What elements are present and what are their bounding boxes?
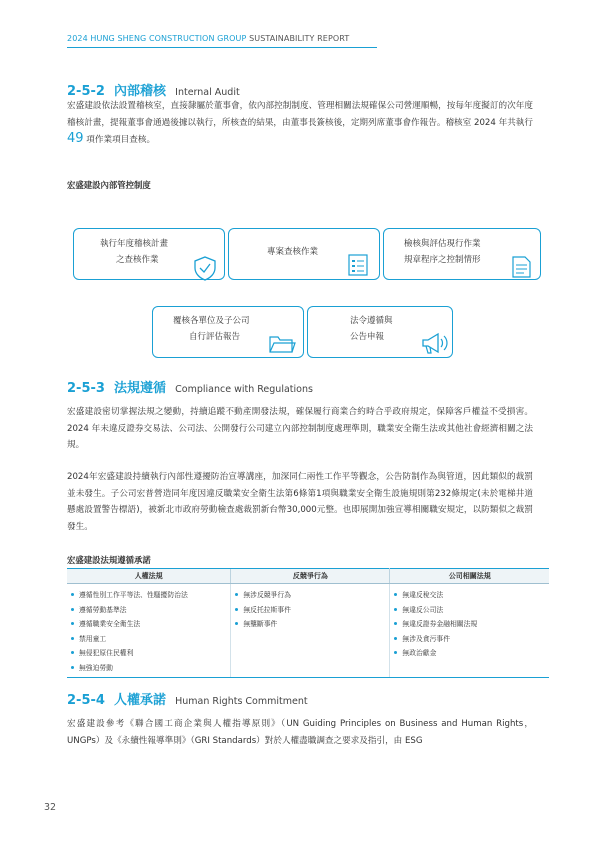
list-item: 遵循勞動基準法 [71, 603, 226, 618]
section-heading-compliance [67, 377, 313, 396]
box-control-review: 檢核與評估現行作業 規章程序之控制情形 [383, 228, 541, 280]
table-header-anti-competition: 反競爭行為 [231, 569, 390, 584]
list-item: 遵循職業安全衛生法 [71, 617, 226, 632]
table-header-human-rights: 人權法規 [67, 569, 231, 584]
internal-control-subtitle: 宏盛建設內部管控制度 [67, 180, 151, 190]
box-project-audit: 專案查核作業 [228, 228, 380, 280]
list-item: 無政治獻金 [394, 646, 545, 661]
table-row [67, 584, 549, 678]
section-number: 2-5-2 [67, 84, 105, 99]
box-compliance-announcement: 法令遵循與 公告申報 [307, 306, 453, 358]
section-heading-human-rights [67, 689, 308, 708]
box-annual-audit: 執行年度稽核計畫 之查核作業 [73, 228, 225, 280]
table-bottom-rule [67, 677, 549, 678]
table-header-company-law: 公司相關法規 [390, 569, 549, 584]
section-title-en: Internal Audit [175, 87, 240, 98]
section-number: 2-5-3 [67, 381, 105, 396]
compliance-paragraph-2: 2024年宏盛建設持續執行內部性遵擾防治宣導講座，加深同仁兩性工作平等觀念，公告防制作為與管道，因此類似的裁罰並未發生。子公司宏普營造同年度因違反職業安全衛生法第6條第1項與職業安全衛生設施規則第232條規定(未於電梯井道懸處設置警告標語)，被新北市政府勞動檢查處裁罰新台幣30,000元整。也即展開加強宣導相關職安規定，以防類似之裁罰發生。 [67, 472, 533, 532]
list-item: 無壟斷事件 [235, 617, 385, 632]
compliance-paragraph-1: 宏盛建設密切掌握法規之變動，持續追蹤不動產開發法規，確保履行商業合約時合乎政府規定，保障客戶權益不受損害。2024 年未違反證券交易法、公司法、公開發行公司建立內部控制制度處理準則，職業安全衛生法或其他社會經濟相關之法規。 [67, 407, 533, 450]
section-title-en: Human Rights Commitment [175, 696, 308, 707]
list-item: 無違反證券金融相關法規 [394, 617, 545, 632]
compliance-commitment-subtitle: 宏盛建設法規遵循承諾 [67, 555, 151, 565]
compliance-table [67, 568, 549, 677]
list-item: 無涉反競爭行為 [235, 588, 385, 603]
section-title: 法規遵循 [114, 381, 167, 396]
human-rights-paragraph: 宏盛建設參考《聯合國工商企業與人權指導原則》（UN Guiding Principles on Business and Human Rights， UNGPs）及《永續性報導準則》（GRI Standards）對於人權盡職調查之要求及指引，由 ESG [67, 719, 533, 746]
list-item: 無反托拉斯事件 [235, 603, 385, 618]
human-rights-column [67, 584, 231, 678]
megaphone-icon [420, 331, 450, 357]
audit-count: 49 [67, 131, 84, 146]
list-item: 禁用童工 [71, 632, 226, 647]
list-item: 無侵犯原住民權利 [71, 646, 226, 661]
company-law-column [390, 584, 549, 678]
section-title: 內部稽核 [114, 84, 167, 99]
section-title: 人權承諾 [114, 693, 167, 708]
list-item: 無違反稅交法 [394, 588, 545, 603]
section-number: 2-5-4 [67, 693, 105, 708]
box-self-assessment: 覆核各單位及子公司 自行評估報告 [152, 306, 304, 358]
shield-check-icon [192, 255, 218, 281]
document-list-icon [346, 253, 370, 277]
folder-icon [268, 333, 296, 355]
header-accent: 2024 HUNG SHENG CONSTRUCTION GROUP [67, 34, 247, 43]
anti-competition-column [231, 584, 390, 678]
list-item: 無涉及貪污事件 [394, 632, 545, 647]
report-header [67, 34, 377, 48]
table-header-row [67, 569, 549, 584]
list-item: 無違反公司法 [394, 603, 545, 618]
internal-audit-paragraph: 宏盛建設依法設置稽核室，直接隸屬於董事會，依內部控制制度、管理相關法規確保公司營運順暢，按每年度擬訂的次年度稽核計畫，提報董事會通過後據以執行，所核查的結果，由董事長簽核後，定期列席董事會作報告。稽核室 2024 年共執行 49 項作業項目查核。 [67, 101, 533, 146]
section-title-en: Compliance with Regulations [175, 384, 313, 395]
section-heading-internal-audit [67, 80, 240, 99]
header-rest: SUSTAINABILITY REPORT [249, 34, 350, 43]
list-item: 無強迫勞動 [71, 661, 226, 676]
page-number: 32 [44, 802, 57, 813]
document-icon [509, 255, 533, 279]
list-item: 遵循性別工作平等法、性騷擾防治法 [71, 588, 226, 603]
